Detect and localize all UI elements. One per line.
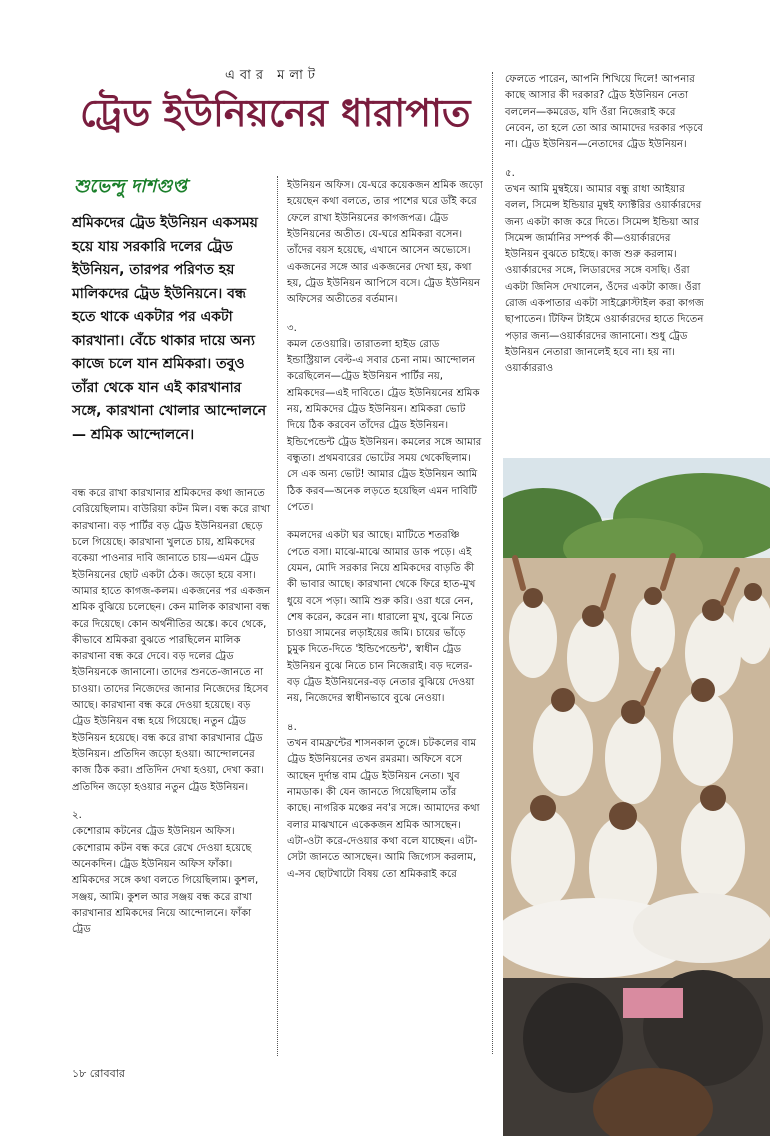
page-footer xyxy=(72,1065,192,1084)
section-number-5: ৫. xyxy=(505,167,515,179)
col2-paragraph-1: ইউনিয়ন অফিস। যে-ঘরে কয়েকজন শ্রমিক জড়ো হয়েছেন কথা বলতে, তার পাশের ঘরে ডাঁই করে ফেলে রাখা ইউনিয়নের কাগজপত্র। ট্রেড ইউনিয়নের অতীত। যে-ঘরে শ্রমিকরা বসেন। তাঁদের বয়স হয়েছে, এখানে আসেন অভ্যেসে। একজনের সঙ্গে আর একজনের দেখা হয়, কথা হয়, ট্রেড ইউনিয়ন আপিসে বসে। ট্রেড ইউনিয়ন অফিসের অতীতের বর্তমান। xyxy=(287,180,483,306)
crowd-photo xyxy=(503,458,770,1136)
section-label: এবার মলাট xyxy=(225,68,320,83)
col3-paragraph-2: তখন আমি মুম্বইয়ে। আমার বন্ধু রাধা আইয়ার বলল, সিমেন্স ইন্ডিয়ার মুম্বই ফ্যাক্টরির ওয়ার্কারদের জন্য একটা কাজ করে দিতে। সিমেন্স ইন্ডিয়া আর সিমেন্স জার্মানির সম্পর্ক কী—ওয়ার্কারদের ইউনিয়ন বুঝতে চাইছে। কাজ শুরু করলাম। ওয়ার্কারদের সঙ্গে, লিডারদের সঙ্গে বসছি। ওঁরা একটা জিনিস দেখালেন, ওঁদের একটা কাজ। ওঁরা রোজ একপাতার একটা সাইক্লোস্টাইল করা কাগজ ছাপাতেন। টিফিন টাইমে ওয়ার্কারদের হাতে দিতেন পড়ার জন্য—ওয়ার্কারদের জানানো। শুধু ট্রেড ইউনিয়ন নেতারা জানলেই হবে না। হয় না। ওয়ার্কাররাও xyxy=(505,183,704,375)
col2-paragraph-2: কমল তেওয়ারি। তারাতলা হাইড রোড ইন্ডাস্ট্রিয়াল বেল্ট-এ সবার চেনা নাম। আন্দোলন করেছিলেন—ট্রেড ইউনিয়ন পার্টির নয়, শ্রমিকদের—এই দাবিতে। ট্রেড ইউনিয়নের শ্রমিক নয়, শ্রমিকদের ট্রেড ইউনিয়ন। শ্রমিকরা ভোট দিয়ে ঠিক করবেন তাঁদের ট্রেড ইউনিয়ন। ইন্ডিপেন্ডেন্ট ট্রেড ইউনিয়ন। কমলের সঙ্গে আমার বন্ধুতা। প্রথমবারের ভোটের সময় থেকেছিলাম। সে এক অন্য ভোট! আমার ট্রেড ইউনিয়ন আমি ঠিক করব—অনেক লড়তে হয়েছিল এমন দাবিটি পেতে। xyxy=(287,338,482,513)
headline: ট্রেড ইউনিয়নের ধারাপাত xyxy=(80,90,471,135)
article-column-1 xyxy=(72,486,272,950)
col2-paragraph-4: তখন বামফ্রন্টের শাসনকাল তুঙ্গে। চটকলের বাম ট্রেড ইউনিয়নের তখন রমরমা। অফিসে বসে আছেন দুর্দান্ত বাম ট্রেড ইউনিয়ন নেতা। খুব নামডাক। কী যেন জানতে গিয়েছিলাম তাঁর কাছে। নাগরিক মঞ্চের নব'র সঙ্গে। আমাদের কথা বলার মাঝখানে একেকজন শ্রমিক আসছেন। এটা-ওটা করে-দেওয়ার কথা বলে যাচ্ছেন। এটা-সেটা জানতে আসছেন। আমি জিগ্যেস করলাম, এ-সব ছোটখাটো বিষয় তো শ্রমিকরাই করে xyxy=(287,738,480,880)
intro-paragraph: শ্রমিকদের ট্রেড ইউনিয়ন একসময় হয়ে যায় সরকারি দলের ট্রেড ইউনিয়ন, তারপর পরিণত হয় মালিকদের ট্রেড ইউনিয়নে। বন্ধ হতে থাকে একটার পর একটা কারখানা। বেঁচে থাকার দায়ে অন্য কাজে চলে যান শ্রমিকরা। তবুও তাঁরা থেকে যান এই কারখানার সঙ্গে, কারখানা খোলার আন্দোলনে— শ্রমিক আন্দোলনে। xyxy=(72,215,267,443)
col2-paragraph-3: কমলদের একটা ঘর আছে। মাটিতে শতরঞ্চি পেতে বসা। মাঝে-মাঝে আমার ডাক পড়ে। এই যেমন, মোদি সরকার নিয়ে শ্রমিকদের বাড়তি কী কী ভাবার আছে। কারখানা থেকে ফিরে হাত-মুখ ধুয়ে বসে পড়া। আমি শুরু করি। ওরা ধরে নেন, শেষ করেন, করেন না। ধারালো মুখ, বুঝে নিতে চাওয়া সামনের লড়াইয়ের জমি। চায়ের ভাঁড়ে চুমুক দিতে-দিতে 'ইন্ডিপেন্ডেন্ট', স্বাধীন ট্রেড ইউনিয়ন বুঝে নিতে চান নিজেরাই। বড় দলের-বড় ট্রেড ইউনিয়নের-বড় নেতার বুঝিয়ে দেওয়া নয়, নিজেদের স্বাধীনভাবে বুঝে নেওয়া। xyxy=(287,530,476,705)
column-divider xyxy=(277,176,278,1056)
section-number-3: ৩. xyxy=(287,322,297,334)
column-divider xyxy=(492,72,493,1054)
col1-paragraph-1: বন্ধ করে রাখা কারখানার শ্রমিকদের কথা জানতে বেরিয়েছিলাম। বাউরিয়া কটন মিল। বন্ধ করে রাখা কারখানা। বড় পার্টির বড় ট্রেড ইউনিয়নরা ছেড়ে চলে গিয়েছে। কারখানা খুলতে চায়, শ্রমিকদের বকেয়া পাওনার দাবি জানাতে চায়—এমন ট্রেড ইউনিয়নের ছোট একটা ঠেক। জড়ো হয়ে বসা। আমার হাতে কাগজ-কলম। একজনের পর একজন শ্রমিক বুঝিয়ে চলেছেন। কেন মালিক কারখানা বন্ধ করে দিয়েছে। কোন অর্থনীতির অঙ্কে। কবে থেকে, কীভাবে শ্রমিকরা বুঝতে পারছিলেন মালিক কারখানা বন্ধ করে দেবে। বড় দলের ট্রেড ইউনিয়নকে জানানো। তাদের শুনতে-জানতে না চাওয়া। তাদের নিজেদের জানার নিজেদের হিসেব আছে। কারখানা বন্ধ করে দেওয়া হয়েছে। বড় ট্রেড ইউনিয়ন বন্ধ হয়ে গিয়েছে। নতুন ট্রেড ইউনিয়ন হয়েছে। বন্ধ করে রাখা কারখানার ট্রেড ইউনিয়ন। প্রতিদিন জড়ো হওয়া। আন্দোলনের কাজ ঠিক করা। প্রতিদিন দেখা হওয়া, দেখা করা। প্রতিদিন জড়ো হওয়ার নতুন ট্রেড ইউনিয়ন। xyxy=(72,488,271,793)
crowd-photo-illustration xyxy=(503,458,770,1136)
author-byline: শুভেন্দু দাশগুপ্ত xyxy=(74,176,187,197)
col3-paragraph-1: ফেলতে পারেন, আপনি শিখিয়ে দিলে! আপনার কাছে আসার কী দরকার? ট্রেড ইউনিয়ন নেতা বললেন—কমরেড, যদি ওঁরা নিজেরাই করে নেবেন, তা হলে তো আর আমাদের দরকার পড়বে না। ট্রেড ইউনিয়ন—নেতাদের ট্রেড ইউনিয়ন। xyxy=(505,74,703,151)
magazine-name: রোববার xyxy=(89,1067,125,1080)
article-column-3 xyxy=(505,72,705,390)
section-number-2: ২. xyxy=(72,809,82,821)
page-number: ১৮ xyxy=(72,1067,87,1080)
col1-paragraph-2: কেশোরাম কটনের ট্রেড ইউনিয়ন অফিস। কেশোরাম কটন বন্ধ করে রেখে দেওয়া হয়েছে অনেকদিন। ট্রেড ইউনিয়ন অফিস ফাঁকা। শ্রমিকদের সঙ্গে কথা বলতে গিয়েছিলাম। কুশল, সঞ্জয়, আমি। কুশল আর সঞ্জয় বন্ধ করে রাখা কারখানার শ্রমিকদের নিয়ে আন্দোলনে। ফাঁকা ট্রেড xyxy=(72,826,259,936)
article-column-2 xyxy=(287,178,483,895)
section-number-4: ৪. xyxy=(287,721,297,733)
